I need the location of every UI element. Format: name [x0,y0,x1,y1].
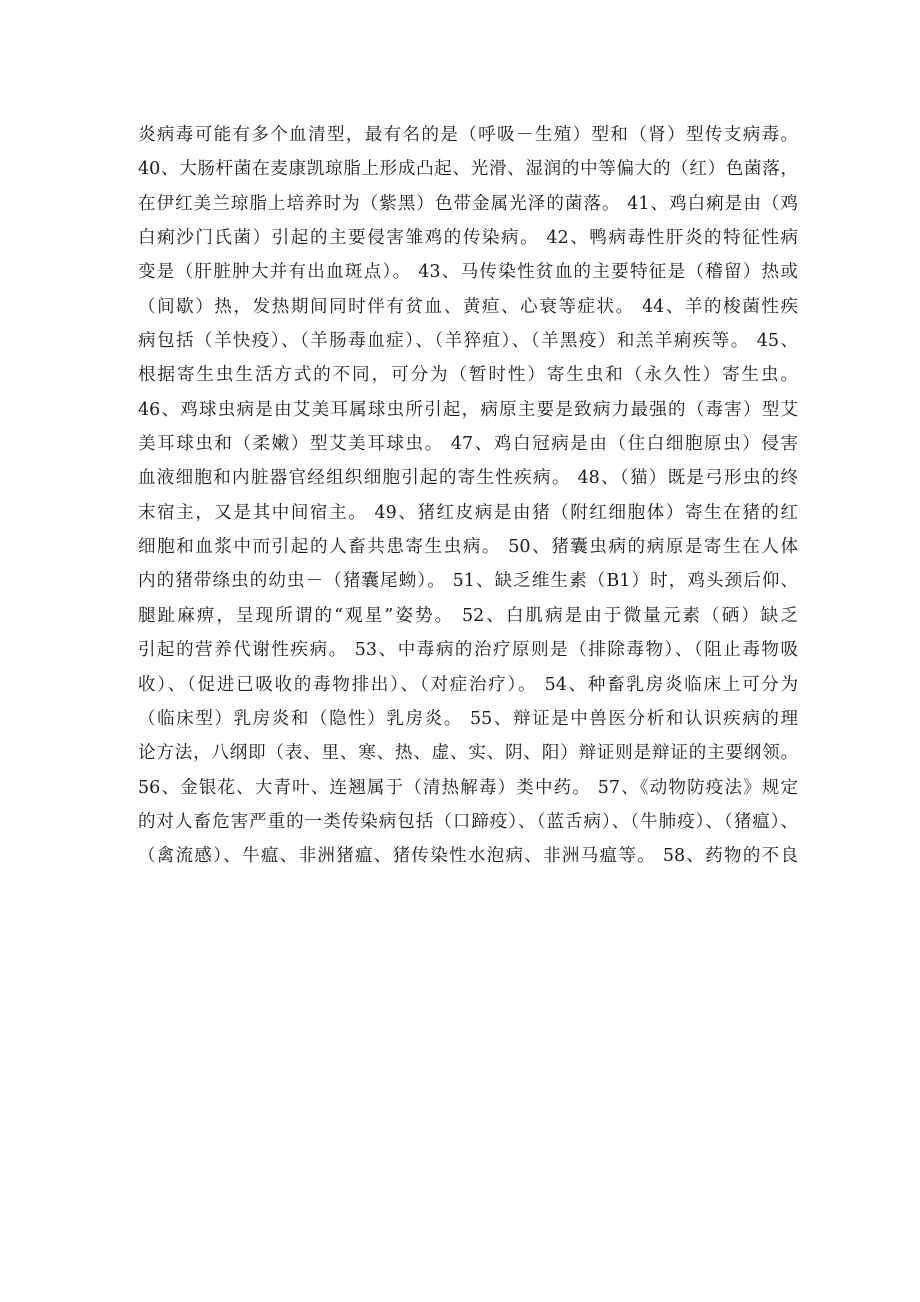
text-line: 的对人畜危害严重的一类传染病包括（口蹄疫）、（蓝舌病）、（牛肺疫）、（猪瘟）、 [138,811,798,832]
text-line: （间歇）热，发热期间同时伴有贫血、黄疸、心衰等症状。 44、羊的梭菌性疾 [138,296,798,317]
text-line: 血液细胞和内脏器官经组织细胞引起的寄生性疾病。 48、（猫）既是弓形虫的终 [138,468,798,489]
text-line: （临床型）乳房炎和（隐性）乳房炎。 55、辩证是中兽医分析和认识疾病的理 [138,708,798,729]
text-line: 根据寄生虫生活方式的不同，可分为（暂时性）寄生虫和（永久性）寄生虫。 [138,365,798,386]
text-line: 美耳球虫和（柔嫩）型艾美耳球虫。 47、鸡白冠病是由（住白细胞原虫）侵害 [138,434,798,455]
text-line: 40、大肠杆菌在麦康凯琼脂上形成凸起、光滑、湿润的中等偏大的（红）色菌落， [138,159,798,180]
text-line: 炎病毒可能有多个血清型，最有名的是（呼吸－生殖）型和（肾）型传支病毒。 [138,125,798,145]
text-line: 腿趾麻痹，呈现所谓的“观星”姿势。 52、白肌病是由于微量元素（硒）缺乏 [138,605,798,626]
text-line: 论方法，八纲即（表、里、寒、热、虚、实、阴、阳）辩证则是辩证的主要纲领。 [138,743,798,764]
text-line: 收）、（促进已吸收的毒物排出）、（对症治疗）。 54、种畜乳房炎临床上可分为 [138,674,798,695]
text-line: 细胞和血浆中而引起的人畜共患寄生虫病。 50、猪囊虫病的病原是寄生在人体 [138,537,798,558]
text-line: 末宿主，又是其中间宿主。 49、猪红皮病是由猪（附红细胞体）寄生在猪的红 [138,502,798,523]
text-line: 引起的营养代谢性疾病。 53、中毒病的治疗原则是（排除毒物）、（阻止毒物吸 [138,640,798,661]
text-line: 变是（肝脏肿大并有出血斑点）。 43、马传染性贫血的主要特征是（稽留）热或 [138,262,798,283]
text-line: 在伊红美兰琼脂上培养时为（紫黑）色带金属光泽的菌落。 41、鸡白痢是由（鸡 [138,193,798,214]
text-line: 内的猪带绦虫的幼虫－（猪囊尾蚴）。 51、缺乏维生素（B1）时，鸡头颈后仰、 [138,571,798,592]
text-line: 56、金银花、大青叶、连翘属于（清热解毒）类中药。 57、《动物防疫法》规定 [138,777,798,798]
text-line: （禽流感）、牛瘟、非洲猪瘟、猪传染性水泡病、非洲马瘟等。 58、药物的不良 [138,846,798,867]
text-line: 46、鸡球虫病是由艾美耳属球虫所引起，病原主要是致病力最强的（毒害）型艾 [138,399,798,420]
text-line: 病包括（羊快疫）、（羊肠毒血症）、（羊猝疽）、（羊黑疫）和羔羊痢疾等。 45、 [138,331,798,352]
text-line: 白痢沙门氏菌）引起的主要侵害雏鸡的传染病。 42、鸭病毒性肝炎的特征性病 [138,228,798,249]
body-text [138,118,798,874]
